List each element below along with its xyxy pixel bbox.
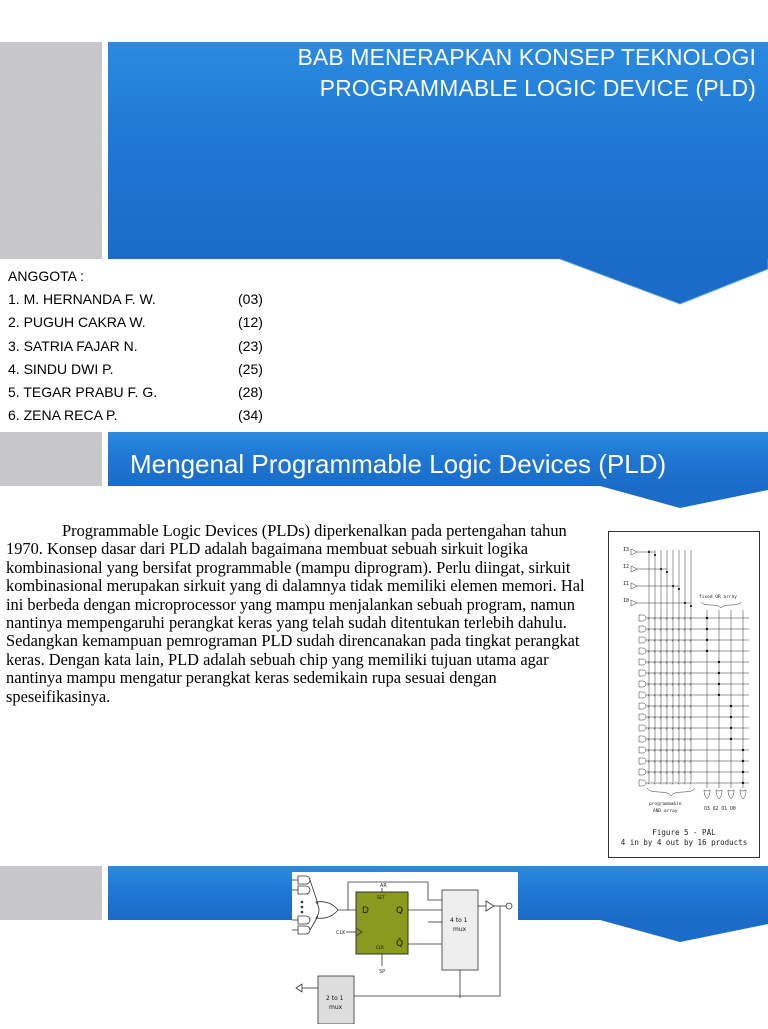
clr-label: CLR	[376, 945, 384, 950]
fuse-mark: x	[683, 637, 686, 643]
fuse-mark: x	[647, 626, 650, 632]
and-gate	[639, 615, 646, 621]
member-row	[8, 404, 263, 427]
member-name: 5. TEGAR PRABU F. G.	[8, 383, 158, 400]
fuse-mark: x	[647, 659, 650, 665]
member-number: (28)	[238, 383, 263, 400]
fuse-mark: x	[677, 736, 680, 742]
fuse-mark: x	[677, 703, 680, 709]
fuse-mark: x	[647, 736, 650, 742]
gray-accent-block	[0, 866, 102, 920]
fuse-mark: x	[683, 615, 686, 621]
fuse-mark: x	[683, 714, 686, 720]
input-buffer	[631, 600, 637, 606]
fuse-mark: x	[659, 648, 662, 654]
or-connection-dot	[706, 639, 708, 641]
fuse-mark: x	[659, 615, 662, 621]
and-gate	[639, 780, 646, 786]
fuse-mark: x	[665, 725, 668, 731]
fuse-mark: x	[671, 670, 674, 676]
gray-accent-block	[0, 432, 102, 486]
fuse-mark: x	[653, 670, 656, 676]
and-gate	[639, 703, 646, 709]
members-list	[8, 265, 263, 427]
section-title: Mengenal Programmable Logic Devices (PLD)	[130, 449, 667, 479]
fuse-mark: x	[659, 714, 662, 720]
fuse-mark: x	[683, 703, 686, 709]
fuse-mark: x	[689, 648, 692, 654]
fuse-mark: x	[647, 637, 650, 643]
fuse-mark: x	[683, 648, 686, 654]
member-row	[8, 381, 263, 404]
fuse-mark: x	[659, 758, 662, 764]
fuse-mark: x	[653, 681, 656, 687]
and-gate	[639, 692, 646, 698]
ar-label: AR	[380, 883, 387, 889]
fuse-mark: x	[671, 780, 674, 786]
fuse-mark: x	[665, 714, 668, 720]
fuse-mark: x	[671, 681, 674, 687]
fuse-mark: x	[677, 780, 680, 786]
q-label: Q	[396, 906, 404, 916]
fuse-mark: x	[647, 780, 650, 786]
fuse-mark: x	[653, 747, 656, 753]
fuse-mark: x	[677, 659, 680, 665]
fuse-mark: x	[689, 736, 692, 742]
fuse-mark: x	[671, 703, 674, 709]
figure-caption	[609, 828, 759, 848]
member-number: (03)	[238, 291, 263, 308]
and-gate	[639, 747, 646, 753]
fuse-mark: x	[653, 615, 656, 621]
fuse-mark: x	[689, 681, 692, 687]
or-connection-dot	[730, 705, 732, 707]
fuse-mark: x	[689, 747, 692, 753]
fuse-mark: x	[677, 637, 680, 643]
member-number: (25)	[238, 360, 263, 377]
member-name: 2. PUGUH CAKRA W.	[8, 314, 146, 331]
fuse-mark: x	[683, 769, 686, 775]
fuse-mark: x	[689, 703, 692, 709]
fuse-mark: x	[653, 626, 656, 632]
body-paragraph	[6, 522, 602, 706]
sp-label: SP	[379, 969, 386, 975]
fuse-mark: x	[653, 648, 656, 654]
fuse-mark: x	[689, 659, 692, 665]
fuse-mark: x	[647, 648, 650, 654]
fuse-mark: x	[689, 725, 692, 731]
fuse-mark: x	[665, 637, 668, 643]
mux4-label-2: mux	[453, 926, 467, 933]
member-row	[8, 311, 263, 334]
fuse-mark: x	[671, 747, 674, 753]
fuse-mark: x	[665, 703, 668, 709]
title-line-2: PROGRAMMABLE LOGIC DEVICE (PLD)	[319, 75, 756, 101]
fuse-mark: x	[671, 758, 674, 764]
fuse-mark: x	[659, 681, 662, 687]
fuse-mark: x	[647, 681, 650, 687]
fuse-mark: x	[647, 714, 650, 720]
fuse-mark: x	[653, 725, 656, 731]
input-buffer	[631, 583, 637, 589]
fuse-mark: x	[659, 703, 662, 709]
and-gate	[639, 670, 646, 676]
fuse-mark: x	[665, 736, 668, 742]
fuse-mark: x	[653, 692, 656, 698]
fuse-mark: x	[659, 670, 662, 676]
member-row	[8, 358, 263, 381]
fuse-mark: x	[677, 670, 680, 676]
and-array-label: AND array	[653, 809, 678, 814]
member-name: 4. SINDU DWI P.	[8, 360, 114, 377]
member-row	[8, 335, 263, 358]
or-array-label: fixed OR array	[699, 595, 737, 600]
fuse-mark: x	[665, 747, 668, 753]
fuse-mark: x	[647, 725, 650, 731]
set-label: SET	[377, 895, 385, 900]
fuse-mark: x	[665, 670, 668, 676]
or-connection-dot	[730, 738, 732, 740]
fuse-mark: x	[683, 747, 686, 753]
and-array-brace	[647, 788, 695, 796]
fuse-mark: x	[659, 692, 662, 698]
paragraph-text: Programmable Logic Devices (PLDs) diperkenalkan pada pertengahan tahun 1970. Konsep dasar dari PLD adalah bagaimana membuat sebuah sirkuit logika kombinasional yang bersifat programmable (mampu diprogram). Perlu diingat, sirkuit kombinasional merupakan sirkuit yang di dalamnya tidak memiliki elemen memori. Hal ini berbeda dengan microprocessor yang mampu menjalankan sebuah program, namun nantinya mempengaruhi perangkat keras yang telah sudah ditentukan terlebih dahulu. Sedangkan kemampuan pemrograman PLD sudah direncanakan pada tingkat perangkat keras. Dengan kata lain, PLD adalah sebuah chip yang memiliki tujuan utama agar nantinya mampu mengatur perangkat keras sedemikain rupa sesuai dengan speseifikasinya.	[6, 521, 585, 706]
fuse-mark: x	[659, 626, 662, 632]
and-gate	[639, 648, 646, 654]
fuse-mark: x	[689, 714, 692, 720]
fuse-mark: x	[671, 769, 674, 775]
member-number: (12)	[238, 314, 263, 331]
input-label: I1	[623, 581, 630, 587]
fuse-mark: x	[659, 637, 662, 643]
fuse-mark: x	[689, 615, 692, 621]
fuse-mark: x	[677, 725, 680, 731]
output-or-gate	[740, 790, 746, 799]
fuse-mark: x	[653, 703, 656, 709]
fuse-mark: x	[677, 692, 680, 698]
member-number: (23)	[238, 337, 263, 354]
fuse-mark: x	[659, 659, 662, 665]
fuse-mark: x	[677, 681, 680, 687]
fuse-mark: x	[665, 626, 668, 632]
fuse-mark: x	[683, 758, 686, 764]
or-connection-dot	[706, 628, 708, 630]
or-connection-dot	[706, 617, 708, 619]
fuse-mark: x	[653, 769, 656, 775]
fuse-mark: x	[665, 681, 668, 687]
and-gate	[639, 714, 646, 720]
fuse-mark: x	[677, 769, 680, 775]
fuse-mark: x	[647, 615, 650, 621]
caption-line-1: Figure 5 - PAL	[652, 828, 716, 837]
fuse-mark: x	[659, 747, 662, 753]
macrocell-svg	[292, 872, 518, 1024]
gray-accent-block	[0, 42, 102, 259]
fuse-mark: x	[677, 714, 680, 720]
fuse-mark: x	[683, 681, 686, 687]
member-name: 6. ZENA RECA P.	[8, 407, 118, 424]
input-label: I2	[623, 564, 630, 570]
fuse-mark: x	[665, 769, 668, 775]
fuse-mark: x	[683, 725, 686, 731]
fuse-mark: x	[647, 747, 650, 753]
fuse-mark: x	[665, 692, 668, 698]
or-connection-dot	[718, 672, 720, 674]
fuse-mark: x	[683, 692, 686, 698]
or-connection-dot	[742, 749, 744, 751]
or-connection-dot	[718, 661, 720, 663]
banner-swoosh	[0, 480, 768, 520]
fuse-mark: x	[689, 626, 692, 632]
and-gate	[639, 659, 646, 665]
fuse-mark: x	[671, 626, 674, 632]
members-heading: ANGGOTA :	[8, 268, 84, 284]
fuse-mark: x	[647, 670, 650, 676]
pal-diagram	[608, 531, 760, 858]
and-gate	[639, 725, 646, 731]
d-label: D	[362, 906, 369, 916]
mux2-label-1: 2 to 1	[326, 995, 344, 1002]
member-number: (34)	[238, 407, 263, 424]
fuse-mark: x	[671, 615, 674, 621]
and-gate	[639, 626, 646, 632]
title-line-1: BAB MENERAPKAN KONSEP TEKNOLOGI	[297, 44, 756, 70]
fuse-mark: x	[689, 670, 692, 676]
output-or-gate	[716, 790, 722, 799]
output-or-gate	[728, 790, 734, 799]
output-or-gate	[704, 790, 710, 799]
and-gate	[639, 769, 646, 775]
fuse-mark: x	[677, 626, 680, 632]
fuse-mark: x	[653, 714, 656, 720]
and-gate	[639, 681, 646, 687]
fuse-mark: x	[683, 780, 686, 786]
fuse-mark: x	[647, 758, 650, 764]
fuse-mark: x	[671, 714, 674, 720]
fuse-mark: x	[659, 725, 662, 731]
mux2-label-2: mux	[329, 1004, 343, 1011]
or-connection-dot	[730, 727, 732, 729]
fuse-mark: x	[665, 648, 668, 654]
fuse-mark: x	[671, 736, 674, 742]
fuse-mark: x	[665, 758, 668, 764]
or-array-brace	[701, 602, 741, 608]
member-name: 3. SATRIA FAJAR N.	[8, 337, 138, 354]
fuse-mark: x	[671, 637, 674, 643]
pal-circuit-svg	[609, 532, 759, 822]
fuse-mark: x	[647, 692, 650, 698]
output-labels: O3 O2 O1 O0	[704, 807, 736, 812]
fuse-mark: x	[653, 637, 656, 643]
or-connection-dot	[706, 650, 708, 652]
fuse-mark: x	[683, 736, 686, 742]
fuse-mark: x	[683, 659, 686, 665]
or-connection-dot	[742, 771, 744, 773]
fuse-mark: x	[665, 659, 668, 665]
presentation-title	[297, 42, 756, 104]
and-gate	[639, 637, 646, 643]
fuse-mark: x	[647, 769, 650, 775]
fuse-mark: x	[671, 692, 674, 698]
caption-line-2: 4 in by 4 out by 16 products	[620, 838, 748, 847]
fuse-mark: x	[683, 626, 686, 632]
input-label: I3	[623, 547, 630, 553]
input-label: I0	[623, 598, 630, 604]
fuse-mark: x	[671, 725, 674, 731]
fuse-mark: x	[683, 670, 686, 676]
and-array-label: programmable	[649, 802, 682, 807]
and-gate	[639, 758, 646, 764]
fuse-mark: x	[677, 615, 680, 621]
fuse-mark: x	[647, 703, 650, 709]
or-connection-dot	[742, 760, 744, 762]
fuse-mark: x	[677, 648, 680, 654]
or-connection-dot	[718, 683, 720, 685]
mux4-label-1: 4 to 1	[450, 917, 468, 924]
and-gate	[639, 736, 646, 742]
fuse-mark: x	[671, 648, 674, 654]
fuse-mark: x	[653, 659, 656, 665]
fuse-mark: x	[689, 758, 692, 764]
member-name: 1. M. HERNANDA F. W.	[8, 291, 156, 308]
fuse-mark: x	[689, 780, 692, 786]
fuse-mark: x	[659, 780, 662, 786]
or-connection-dot	[742, 782, 744, 784]
clk-label: CLK	[336, 930, 346, 936]
fuse-mark: x	[659, 769, 662, 775]
or-connection-dot	[730, 716, 732, 718]
fuse-mark: x	[653, 736, 656, 742]
fuse-mark: x	[653, 780, 656, 786]
fuse-mark: x	[689, 637, 692, 643]
fuse-mark: x	[677, 758, 680, 764]
fuse-mark: x	[653, 758, 656, 764]
fuse-mark: x	[665, 615, 668, 621]
fuse-mark: x	[689, 769, 692, 775]
macrocell-diagram	[292, 872, 518, 1024]
fuse-mark: x	[665, 780, 668, 786]
fuse-mark: x	[677, 747, 680, 753]
fuse-mark: x	[659, 736, 662, 742]
fuse-mark: x	[689, 692, 692, 698]
input-buffer	[631, 566, 637, 572]
input-buffer	[631, 549, 637, 555]
fuse-mark: x	[671, 659, 674, 665]
member-row	[8, 288, 263, 311]
qbar-label: Q̄	[396, 939, 404, 949]
or-connection-dot	[718, 694, 720, 696]
